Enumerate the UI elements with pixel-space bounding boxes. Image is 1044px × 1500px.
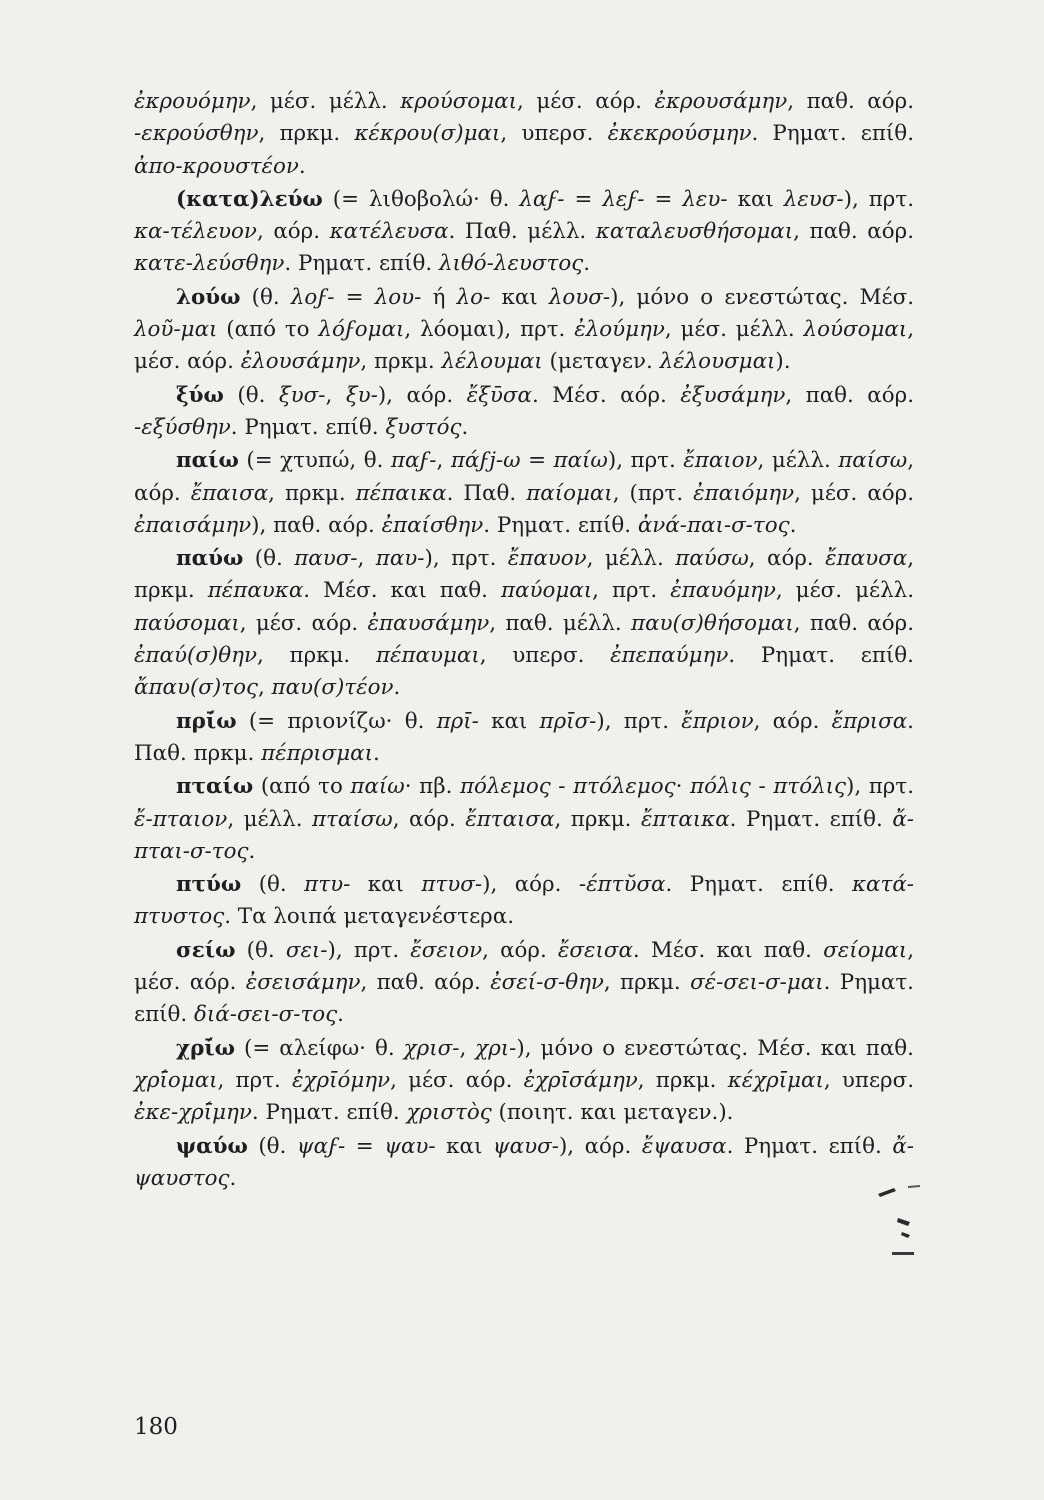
entry-text: , πρκμ. (258, 121, 355, 147)
greek-form: πόλις (690, 774, 751, 800)
entry-text: , μέσ. μέλλ. (250, 89, 401, 114)
greek-form: λιθό-λευστος (438, 251, 584, 277)
greek-form: χρισ- (403, 1035, 460, 1061)
entry-text: = (520, 448, 554, 474)
page-number: 180 (134, 1414, 178, 1440)
entry-text: , πρτ. (592, 578, 671, 604)
greek-form: κέκρου(σ)μαι (354, 121, 501, 147)
greek-form: ἄ-ψαυστος (134, 1133, 914, 1191)
entry-text: (μεταγεν. (542, 349, 660, 375)
greek-form: πέπρισμαι (261, 740, 373, 766)
entry-text: (θ. (235, 937, 286, 963)
greek-form: ἔπαιον (683, 448, 758, 474)
entry-text: , μέσ. αόρ. (134, 937, 915, 996)
greek-form: πτυ- (304, 872, 351, 898)
entry-text: = (334, 284, 375, 310)
greek-form: χρῑ́ομαι (134, 1067, 218, 1093)
entry-text: , πρκμ. (360, 349, 442, 375)
entry-text: , πρκμ. (268, 480, 356, 506)
entry-text: = (345, 1133, 385, 1159)
entry-text: . Ρηματ. επίθ. (134, 970, 914, 1028)
entry-text: (από το (217, 317, 319, 343)
entry-text: , υπερσ. (500, 121, 608, 147)
entry-text: ), πρτ. (607, 448, 684, 474)
greek-form: λουσ- (548, 284, 611, 310)
entry-text: . (393, 675, 401, 701)
greek-form: ἐπαισάμην (134, 512, 252, 538)
greek-form: παύομαι (500, 578, 593, 604)
entry-text: , (357, 546, 376, 572)
entry-text: . Τα λοιπά μεταγενέστερα. (224, 904, 514, 930)
greek-form: ἐλουσάμην (240, 349, 361, 375)
entry-text: , πρκμ. (256, 643, 376, 669)
greek-form: ἔψαυσα (641, 1133, 727, 1159)
greek-form: ἔξῡσα (466, 382, 532, 408)
greek-form: -έπτῠσα (578, 872, 666, 898)
entry-text: , παθ. αόρ. (360, 970, 491, 996)
greek-form: παίομαι (526, 480, 613, 506)
greek-form: κέχρῑμαι (727, 1067, 824, 1093)
greek-form: κατέλευσα (329, 219, 449, 245)
greek-form: ψαυσ- (492, 1133, 559, 1159)
entry-text: και (350, 872, 422, 898)
greek-form: -εξύσθην (134, 414, 231, 440)
entry-text: = (644, 186, 683, 212)
greek-form: ἄπαυ(σ)τος (134, 675, 258, 701)
greek-form: κατά-πτυστος (134, 872, 914, 930)
entry-text: (θ. (240, 284, 291, 310)
entry-text: , παθ. αόρ. (793, 610, 915, 636)
entry-text: . Παθ. (446, 480, 527, 506)
entry-text: . Ρηματ. επίθ. (729, 806, 893, 832)
page-body (134, 86, 914, 1195)
entry-text: ), πρτ. (843, 186, 914, 212)
greek-form: λοῦ-μαι (134, 317, 218, 343)
entry-text: . (583, 251, 591, 277)
greek-form: κρούσομαι (400, 89, 517, 114)
entry-text: = (564, 186, 603, 212)
dictionary-entry (134, 86, 914, 183)
entry-text: , αόρ. (256, 219, 330, 245)
greek-form: πταίσω (311, 806, 393, 832)
entry-text: (= αλείφω· θ. (235, 1035, 404, 1061)
greek-form: ἔπταισα (465, 806, 555, 832)
entry-text: και (490, 284, 549, 310)
greek-form: λευ- (682, 186, 728, 212)
entry-text: , μέλλ. (227, 806, 312, 832)
entry-headword: παίω (176, 448, 239, 474)
greek-form: παύσομαι (134, 610, 240, 636)
greek-form: ψαυ- (384, 1133, 436, 1159)
dictionary-entry (134, 184, 914, 281)
greek-form: -εκρούσθην (134, 121, 259, 147)
entry-text: (από το (253, 774, 351, 800)
greek-form: πρῑ- (436, 708, 479, 734)
greek-form: πέπαυμαι (375, 643, 480, 669)
greek-form: λοϝ- (290, 284, 335, 310)
greek-form: ἀνά-παι-σ-τος (637, 512, 790, 538)
entry-text: , παθ. αόρ. (785, 382, 915, 408)
entry-headword: σείω (176, 937, 236, 963)
entry-text: . Μέσ. αόρ. (531, 382, 681, 408)
entry-text: , πρκμ. (603, 970, 691, 996)
entry-text: και (435, 1133, 493, 1159)
greek-form: λέλουμαι (441, 349, 543, 375)
entry-text: (= πριονίζω· θ. (236, 708, 437, 734)
greek-form: λο- (456, 284, 491, 310)
entry-headword: ξύω (176, 382, 224, 408)
entry-headword: ψαύω (176, 1133, 248, 1159)
entry-text: ), μόνο ο ενεστώτας. Μέσ. (610, 284, 914, 310)
dictionary-entry (134, 706, 914, 771)
greek-form: παυσ- (294, 546, 358, 572)
entry-headword: πρῑ́ω (176, 708, 237, 734)
entry-text: , πρτ. (217, 1067, 293, 1093)
entry-text: , μέσ. αόρ. (794, 480, 915, 506)
greek-form: ἐπεπαύμην (610, 643, 729, 669)
entry-text: (θ. (241, 872, 305, 898)
entry-text: . Ρηματ. επίθ. (726, 1133, 893, 1159)
greek-form: ξυστός (385, 414, 462, 440)
greek-form: παίσω (838, 448, 908, 474)
entry-text: . (248, 838, 256, 864)
entry-text: ), παθ. αόρ. (251, 512, 382, 538)
entry-text: . Ρηματ. επίθ. (728, 643, 914, 669)
greek-form: παίω (553, 448, 608, 474)
greek-form: σει- (285, 937, 328, 963)
entry-text: . Ρηματ. επίθ. (230, 414, 386, 440)
entry-text: . Παθ. μέλλ. (448, 219, 596, 245)
greek-form: ἔπταικα (640, 806, 730, 832)
greek-form: ἔπαυον (507, 546, 587, 572)
entry-text: , αόρ. (392, 806, 466, 832)
greek-form: παυ- (375, 546, 425, 572)
greek-form: πτόλεμος (573, 774, 676, 800)
entry-headword: παύω (176, 546, 244, 572)
entry-text: , μέλλ. (586, 546, 676, 572)
greek-form: ἐκρουσάμην (654, 89, 788, 114)
greek-form: ἐπαυόμην (670, 578, 776, 604)
entry-text: ). (775, 349, 791, 375)
entry-text: , μέλλ. (757, 448, 839, 474)
greek-form: ἔσειον (410, 937, 483, 963)
greek-form: ἐκρουόμην (134, 89, 251, 114)
entry-text: (ποιητ. και μεταγεν.). (491, 1100, 734, 1126)
entry-text: και (727, 186, 784, 212)
greek-form: πόλεμος (459, 774, 551, 800)
entry-text: - (750, 774, 774, 800)
entry-text: - (550, 774, 574, 800)
entry-text: . (229, 1165, 237, 1191)
greek-form: παϝ- (390, 448, 437, 474)
entry-text: ), μόνο ο ενεστώτας. Μέσ. και παθ. (516, 1035, 914, 1061)
entry-text: , (436, 448, 451, 474)
entry-text: , μέσ. μέλλ. (775, 578, 914, 604)
greek-form: ἐχρῑσάμην (523, 1067, 638, 1093)
entry-text: ), αόρ. (377, 382, 467, 408)
greek-form: ἀπο-κρουστέον (134, 153, 299, 179)
entry-text: . Ρηματ. επίθ. (483, 512, 638, 538)
greek-form: λέλουσμαι (659, 349, 776, 375)
entry-text: (= λιθοβολώ· θ. (322, 186, 520, 212)
entry-text: , (459, 1035, 476, 1061)
entry-text: . (789, 512, 797, 538)
greek-form: ψαϝ- (296, 1133, 346, 1159)
greek-form: ξυσ- (278, 382, 326, 408)
entry-text: . (298, 153, 306, 179)
greek-form: καταλευσθήσομαι (595, 219, 794, 245)
entry-text: . Μέσ. και παθ. (632, 937, 824, 963)
entry-text: ), αόρ. (482, 872, 579, 898)
greek-form: ξυ- (345, 382, 378, 408)
entry-text: . (337, 1002, 344, 1028)
greek-form: λευσ- (783, 186, 844, 212)
greek-form: σέ-σει-σ-μαι (690, 970, 824, 996)
greek-form: παύσω (675, 546, 749, 572)
entry-text: . Ρηματ. επίθ. (284, 251, 439, 277)
entry-text: · πβ. (404, 774, 460, 800)
entry-text: · (675, 774, 691, 800)
entry-headword: λούω (176, 284, 241, 310)
entry-text: , παθ. μέλλ. (489, 610, 632, 636)
greek-form: πτόλις (773, 774, 847, 800)
entry-text: , μέσ. αόρ. (239, 610, 368, 636)
dictionary-entry (134, 543, 914, 704)
entry-text: . Μέσ. και παθ. (303, 578, 501, 604)
greek-form: ἐπαιόμην (693, 480, 795, 506)
entry-text: . Ρηματ. επίθ. (665, 872, 853, 898)
greek-form: ἔπριον (681, 708, 754, 734)
entry-text: . Παθ. πρκμ. (134, 708, 914, 766)
entry-text: , μέσ. αόρ. (390, 1067, 524, 1093)
entry-text: , πρκμ. (554, 806, 641, 832)
greek-form: ἐπαύ(σ)θην (134, 643, 257, 669)
greek-form: ἔπαυσα (825, 546, 908, 572)
greek-form: πέπαυκα (207, 578, 304, 604)
entry-text: (θ. (247, 1133, 297, 1159)
greek-form: ἐκεκρούσμην (607, 121, 752, 147)
greek-form: λόϝομαι (318, 317, 405, 343)
greek-form: πρῑσ- (539, 708, 597, 734)
entry-headword: πταίω (176, 774, 254, 800)
entry-text: ), πρτ. (424, 546, 508, 572)
entry-text: , υπερσ. (823, 1067, 915, 1093)
entry-text: , (325, 382, 346, 408)
greek-form: λου- (374, 284, 422, 310)
greek-form: ἐλούμην (574, 317, 665, 343)
entry-headword: πτύω (176, 872, 242, 898)
entry-text: , αόρ. (748, 546, 826, 572)
greek-form: ἐσεισάμην (245, 970, 361, 996)
entry-text: , μέσ. μέλλ. (664, 317, 804, 343)
entry-text: , αόρ. (753, 708, 832, 734)
entry-text: , μέσ. αόρ. (516, 89, 655, 114)
greek-form: ἐσεί-σ-θην (490, 970, 604, 996)
greek-form: παίω (350, 774, 405, 800)
entry-text: , μέσ. αόρ. (134, 317, 914, 375)
greek-form: πέπαικα (355, 480, 447, 506)
greek-form: κατε-λεύσθην (134, 251, 285, 277)
greek-form: χριστὸς (406, 1100, 492, 1126)
greek-form: σείομαι (823, 937, 908, 963)
greek-form: ἐπαυσάμην (367, 610, 490, 636)
greek-form: ἐχρῑόμην (292, 1067, 391, 1093)
greek-form: παυ(σ)θήσομαι (631, 610, 794, 636)
greek-form: διά-σει-σ-τος (194, 1002, 338, 1028)
greek-form: λούσομαι (803, 317, 908, 343)
greek-form: ἔπρισα (831, 708, 908, 734)
entry-text: ), πρτ. (846, 774, 915, 800)
entry-text: . Ρηματ. επίθ. (751, 121, 914, 147)
entry-text: ), αόρ. (558, 1133, 642, 1159)
entry-text: , λόομαι), πρτ. (404, 317, 575, 343)
greek-form: κα-τέλευον (134, 219, 257, 245)
dictionary-entry (134, 1033, 914, 1130)
entry-text: (= χτυπώ, θ. (238, 448, 391, 474)
entry-text: . Ρηματ. επίθ. (251, 1100, 407, 1126)
dictionary-entry (134, 380, 914, 445)
greek-form: ἐξυσάμην (680, 382, 786, 408)
entry-text: , (πρτ. (612, 480, 694, 506)
entry-text: (θ. (223, 382, 279, 408)
greek-form: ἄ-πται-σ-τος (134, 806, 914, 864)
greek-form: ἐπαίσθην (381, 512, 484, 538)
greek-form: πτυσ- (421, 872, 483, 898)
entry-headword: χρῑ́ω (176, 1035, 236, 1061)
entry-text: , (257, 675, 272, 701)
entry-text: , παθ. αόρ. (787, 89, 915, 114)
entry-headword: (κατα)λεύω (176, 186, 323, 212)
entry-text: , πρκμ. (134, 546, 914, 604)
dictionary-entry (134, 935, 914, 1032)
dictionary-entry (134, 445, 914, 542)
entry-text: (θ. (243, 546, 295, 572)
greek-form: ἔπαισα (190, 480, 269, 506)
entry-text: . (461, 414, 469, 440)
entry-text: ή (421, 284, 457, 310)
dictionary-entry (134, 869, 914, 934)
entry-text: και (478, 708, 540, 734)
ink-marks-decoration (850, 1180, 930, 1280)
greek-form: πάϝj-ω (450, 448, 521, 474)
dictionary-entry (134, 282, 914, 379)
entry-text: , παθ. αόρ. (793, 219, 914, 245)
greek-form: λαϝ- (519, 186, 565, 212)
dictionary-entry (134, 1131, 914, 1196)
entry-text: ), πρτ. (327, 937, 411, 963)
entry-text: , αόρ. (134, 448, 914, 506)
dictionary-entry (134, 771, 914, 868)
greek-form: ἐκε-χρῑ́μην (134, 1100, 252, 1126)
entry-text: . (373, 740, 380, 766)
entry-text: , υπερσ. (479, 643, 611, 669)
greek-form: λεϝ- (602, 186, 645, 212)
greek-form: ἔ-πταιον (134, 806, 228, 832)
greek-form: ἔσεισα (557, 937, 633, 963)
entry-text: , πρκμ. (637, 1067, 728, 1093)
greek-form: χρι- (475, 1035, 517, 1061)
entry-text: , αόρ. (482, 937, 558, 963)
greek-form: παυ(σ)τέον (271, 675, 394, 701)
entry-text: ), πρτ. (596, 708, 682, 734)
